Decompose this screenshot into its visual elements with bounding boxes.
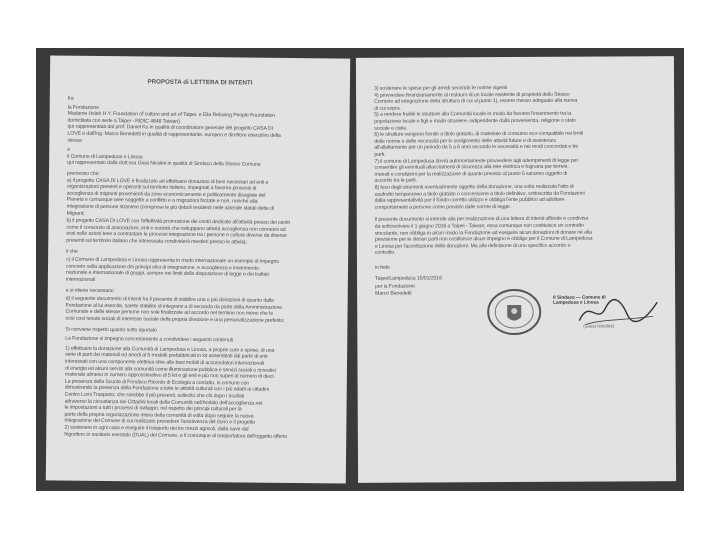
text-line: le impostazioni a tutti i processi di sviluppo, nel rispetto dei principi culturali per la xyxy=(64,404,242,413)
text-line: 7) il comune di Lampedusa dovrà autonomamente provvedere agli adempimenti di legge per xyxy=(374,157,579,165)
text-line: accordo tra le parti. xyxy=(374,177,417,185)
text-line: internazionali xyxy=(65,276,96,283)
text-line: Migrant; xyxy=(66,210,85,217)
text-line: stessa xyxy=(67,137,82,144)
text-line: metodi e condizioni per la realizzazione di quanto previsto al punto 5 saranno oggetto di xyxy=(374,170,568,178)
text-line: qui rappresentato dalla dott.ssa Giusi Nicolini in qualità di Sindaco della Stesso Comune xyxy=(67,160,261,169)
text-line: sociale e civile. xyxy=(374,125,408,132)
text-line: nazionale e internazionale di gruppi, sempre nei limiti della disposizione di legge e dei trattati xyxy=(65,270,269,279)
document-title: PROPOSTA di LETTERA DI INTENTI xyxy=(147,78,253,87)
text-line: in fede xyxy=(374,264,390,271)
text-line: 5) a rendere fruibili le strutture alla Comunità locale in modo da favorire l'inserimento tra la xyxy=(374,111,572,119)
text-line: e si ritiene necessario xyxy=(65,287,114,294)
text-line: parte della propria organizzazione intera della comunità di volta dopo seguire la nuova xyxy=(64,411,254,420)
text-line: La presenza della Scuola di Fondaco Ricordo di Ecologia a contatto, in comune con xyxy=(64,378,250,387)
text-line: essi nelle azioni tese a contrastare le processi integrazione tra i persone e culture diverse da diverse xyxy=(66,231,287,240)
text-line: d) il seguente documento di intenti ha il presente di stabilire una o più donazioni di quanto dalla xyxy=(65,295,274,304)
text-line: Comunale e delle stesse persone non sole finalizzate ad accordo nel termine non meno che le xyxy=(65,309,274,318)
text-line: vincolante, non obbliga in alcun modo la Fondazione ad eseguire alcun donazioni di donare né alla xyxy=(374,229,592,237)
text-line: il Comune di Lampedusa e Linosa xyxy=(67,153,143,161)
text-line: Pianeta e comunque aree soggette a conflitto e a migrazioni forzate e non, nonché alla xyxy=(66,197,258,206)
text-line: comportamenti a persone come previsto dalle norme di legge. xyxy=(374,203,511,211)
text-line: serie di parti dei materiali ed arredi al 5 modelli prefabbricati in kit assemblati dal parte di enti xyxy=(65,352,268,361)
text-line: interessati con una componente elettrica oltre alle basi mobili di accumulatori internazionali xyxy=(64,358,265,367)
text-line: contratto. xyxy=(374,250,396,257)
text-line: previsione per le stesse parti non costituisce alcun impegno e obbligo per il Comune di Lampedusa xyxy=(374,235,593,243)
text-line: da sottoscrivere il 1 giugno 2016 a Taipei - Taiwan, essa comunque non costituisce un contratto xyxy=(374,222,584,230)
text-line: attraverso la circostanza dei Cittadini locali della Comunità nell'Ambito dell'accoglienza nel xyxy=(64,398,263,407)
text-line: come il consorzio di associazioni, enti e società che sviluppano attività accoglienza non connessi ad xyxy=(66,224,286,233)
text-line: così così tenute sociali di interesse sociale della propria direzione e una personalizzazione preferito; xyxy=(65,315,285,324)
text-line: Centro Lumi Trasporto; che sarebbe il più presenti, sollecito che chi dopo i risultati xyxy=(64,391,245,400)
signature-caption: (Giusi Nicolini) xyxy=(583,324,615,330)
text-line: per la Fondazione xyxy=(375,283,415,290)
text-line: organizzazioni presenti e operanti sul territorio italiano, impegnati a favorire processi di xyxy=(66,183,257,192)
text-line: usufrutto temporaneo a titolo gratuito o concessione a titolo definitivo, sottoscritta da Fondazioni xyxy=(374,190,585,198)
right-page-text xyxy=(356,56,674,297)
text-line: parti. xyxy=(374,151,386,158)
text-line: premesso che: xyxy=(66,170,100,177)
text-line: di energia ed alcuni servizi alla comunità come illuminazione pubblica e servizi sociali o ricreativi xyxy=(64,365,276,374)
text-line: integrazione di persone straniere (comprese le più deboli residenti nelle aziende statali dette di xyxy=(66,203,275,212)
text-line: Madame Hsieh H.Y. Foundation of culture and art of Taipei, e Ella Relaxing People Foundation xyxy=(67,110,276,119)
text-line: 2) sostenere in ogni caso e eseguire il trasporto dei tre mezzi agricoli, dalla nave dal xyxy=(64,424,249,433)
text-line: Marco Benedetti xyxy=(375,290,412,297)
text-line: Si conviene rispetto quanto sotto riportato xyxy=(65,326,157,334)
text-line: Integrazione del Comune di cui realizzato prevedere l'assolvenza del dono e il progetto xyxy=(64,418,256,426)
text-line: Taipei/Lampedusa 15/01/2016 xyxy=(375,274,442,282)
text-line: popolazione locale e figli e madri straniere, indipendente dalla provenienza, religione o stato xyxy=(374,117,576,125)
text-line: La Fondazione si impegna concretamente a condividere i seguenti contenuti xyxy=(65,335,234,344)
text-line: delle norme e delle necessità per lo svolgimento delle attività future e di assistenza xyxy=(374,137,556,145)
text-line: consentire gli eventuali allacciamenti di sicurezza alla rete elettrica e fognaria per terreni, xyxy=(374,163,569,171)
stamp-label: Il Sindaco — Comune di Lampedusa e Linosa xyxy=(553,294,606,305)
text-line: dimostrando la presenza della Fondazione a tutte le attività culturali con i più adatti ai cittadini xyxy=(64,385,270,394)
scanned-document xyxy=(36,48,684,491)
text-line: presenti sul territorio italiano che interessata condividerà mestieri presso le attività; xyxy=(66,237,247,246)
text-line: e Linosa per l'accettazione delle donazioni. Ma alla definizione di uno specifico accordo o xyxy=(374,242,571,250)
text-line: e xyxy=(67,146,71,153)
text-line: 8) fuso degli strumenti eventualmente oggetto della donazione, una volta realizzata l'atto di xyxy=(374,183,574,191)
text-line: LOVE e dall'Ing. Marco Benedetti in qualità di rappresentante, europeo e direttore esecutivo della xyxy=(67,130,281,139)
text-line: Il presente documento si intende alla per realizzazione di una lettera di intenti ufficiale e condivisa xyxy=(374,216,589,224)
text-line: all'allattamento per un periodo da 5 a 6 anni secondo le necessità e nei modi concordati e tre xyxy=(374,144,579,152)
text-line: fra xyxy=(67,95,74,102)
text-line: dalla rappresentatività per il fondo corretto utilizzo e obbliga l'ente pubblico ad adottare xyxy=(374,196,565,204)
text-line: 4) provvedere finanziariamente al restauro di un locale esistente di proprietà dello Stesso xyxy=(374,91,570,99)
text-line: concreto nella applicazione dei principi etici di integrazione, e accoglienza e inserimento xyxy=(65,263,259,272)
text-line: accoglienza di migranti provenienti da zone economicamente e politicamente disagiate del xyxy=(66,190,266,199)
text-line: Fondazione al lui esercita, sarete stabilite di integrarsi a di seconda da parte della Amministrazione xyxy=(65,302,283,311)
text-line: materiale almeno in numero approssimativo di 5 kit e gli enti e più non superi al numero di dieci. xyxy=(64,371,275,380)
text-line: la Fondazione xyxy=(67,104,100,111)
text-line: di cui sopra. xyxy=(374,105,401,112)
text-line: c) il Comune di Lampedusa e Linosa rappresenta in modo internazionale un esempio di impegno xyxy=(66,256,280,266)
text-line: Comune ad integrazione della struttura di cui al punto 1), essere messo adeguato alla nuova xyxy=(374,97,578,105)
left-page xyxy=(46,55,350,483)
text-line: il che xyxy=(66,248,78,255)
text-line: a) il progetto CASA DI LOVE è finalizzato ad effettuare donazioni di beni necessari ad enti e xyxy=(66,177,269,186)
text-line: qui rappresentata dal prof. Daniel Ko in qualità di coordinatore generale del progetto CASA DI xyxy=(67,124,273,133)
text-line: b) il progetto CASA DI LOVE con l'effettività promozione dei centri dedicate all'attività presso dei centri xyxy=(66,217,291,227)
municipal-seal xyxy=(485,287,543,337)
text-line: 1) effettuare la donazione alla Comunità di Lampedusa e Linosa, a proprie cure e spese, di una xyxy=(65,345,275,354)
text-line: frigorifero in sanitario esentato (DUAL) del Comune, e il comunque al trasportatore dell'oggetto offerto xyxy=(64,431,288,440)
text-line: 6) le strutture vengono fornite a titolo gratuito, di materiale di consumo eco-compatibile nei limiti xyxy=(374,130,584,138)
text-line: 3) sostenere le spese per gli arredi secondo le norme vigenti xyxy=(374,85,507,92)
right-page xyxy=(356,56,676,483)
text-line: domiciliata con sede a Taipei - RIDIC 4848 Taiwan) xyxy=(67,117,180,125)
